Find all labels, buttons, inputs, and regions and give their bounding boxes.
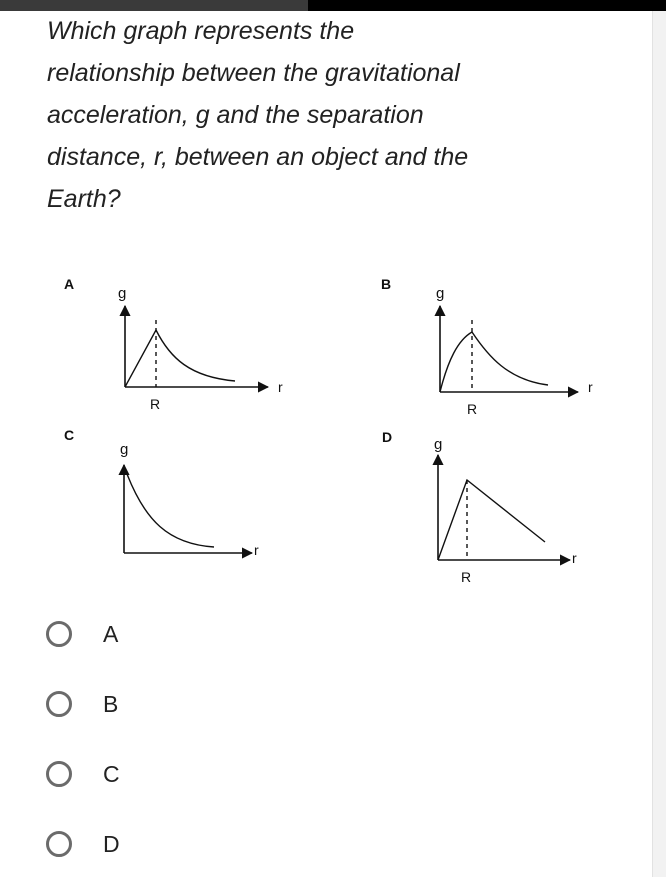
- option-a-label: A: [103, 620, 119, 647]
- graph-c: [64, 427, 259, 558]
- graph-d-x-label: r: [572, 550, 577, 566]
- question-text: [47, 10, 527, 220]
- graph-d-letter: D: [382, 429, 393, 445]
- option-a[interactable]: [46, 616, 346, 652]
- graph-b-curve: [440, 332, 548, 392]
- graph-b-mark-label: R: [467, 401, 478, 417]
- option-b-label: B: [103, 690, 119, 717]
- graph-a-letter: A: [64, 276, 75, 292]
- graph-b-x-label: r: [588, 379, 593, 395]
- graphs-svg: [40, 250, 620, 595]
- graph-d-lines: [438, 480, 545, 560]
- graph-a-y-label: g: [118, 285, 127, 302]
- option-d-label: D: [103, 830, 120, 857]
- right-scroll-edge: [652, 11, 666, 877]
- graph-c-x-label: r: [254, 542, 259, 558]
- question-line-5: Earth?: [47, 185, 121, 213]
- option-b[interactable]: [46, 686, 346, 722]
- graph-c-y-label: g: [120, 441, 129, 458]
- graph-b-y-label: g: [436, 285, 445, 302]
- graph-d-y-label: g: [434, 436, 443, 453]
- radio-b-icon[interactable]: [46, 691, 72, 717]
- radio-d-icon[interactable]: [46, 831, 72, 857]
- graph-b-letter: B: [381, 276, 392, 292]
- graph-a: [64, 276, 283, 412]
- radio-a-icon[interactable]: [46, 621, 72, 647]
- question-line-4: distance, r, between an object and the: [47, 143, 469, 171]
- graph-a-curve: [125, 330, 235, 387]
- graph-d: [382, 429, 577, 585]
- option-c[interactable]: [46, 756, 346, 792]
- graph-a-x-label: r: [278, 379, 283, 395]
- question-line-3: acceleration, g and the separation: [47, 101, 424, 129]
- question-line-2: relationship between the gravitational: [47, 59, 460, 87]
- graphs-figure: [40, 250, 620, 595]
- graph-a-mark-label: R: [150, 396, 161, 412]
- option-c-label: C: [103, 760, 120, 787]
- graph-d-mark-label: R: [461, 569, 472, 585]
- option-d[interactable]: [46, 826, 346, 862]
- radio-c-icon[interactable]: [46, 761, 72, 787]
- graph-b: [381, 276, 593, 417]
- graph-c-letter: C: [64, 427, 75, 443]
- graph-c-curve: [127, 474, 214, 547]
- question-line-1: Which graph represents the: [47, 17, 355, 45]
